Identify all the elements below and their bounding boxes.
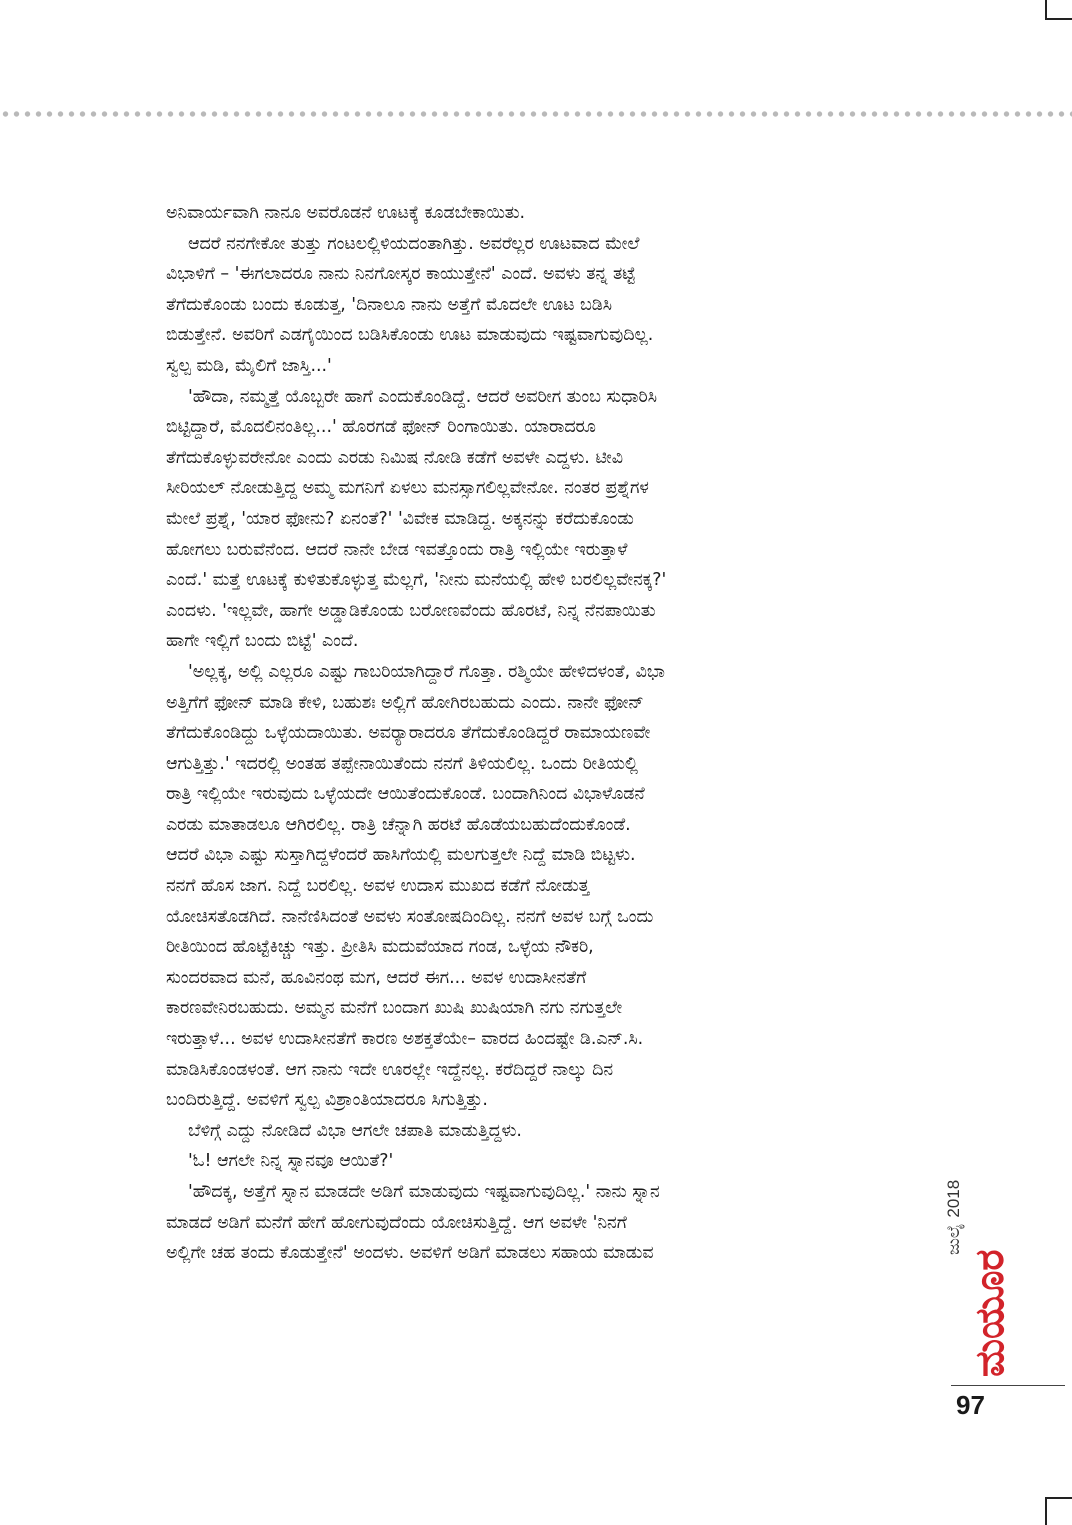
- article-paragraph: ಅನಿವಾರ್ಯವಾಗಿ ನಾನೂ ಅವರೊಡನೆ ಊಟಕ್ಕೆ ಕೂಡಬೇಕಾಯಿತು.: [166, 203, 526, 223]
- crop-mark-top: [1045, 0, 1072, 20]
- header-dotted-rule: [0, 110, 1072, 118]
- magazine-logo: ಮಯೂರ: [967, 1249, 1013, 1377]
- article-paragraph: ಬೆಳಿಗ್ಗೆ ಎದ್ದು ನೋಡಿದೆ ವಿಭಾ ಆಗಲೇ ಚಪಾತಿ ಮಾಡುತ್ತಿದ್ದಳು.: [188, 1120, 522, 1141]
- page-number: 97: [956, 1390, 985, 1420]
- article-paragraph: 'ಅಲ್ಲಕ್ಕ, ಅಲ್ಲಿ ಎಲ್ಲರೂ ಎಷ್ಟು ಗಾಬರಿಯಾಗಿದ್ದಾರೆ ಗೊತ್ತಾ. ರಶ್ಮಿಯೇ ಹೇಳಿದಳಂತೆ, ವಿಭಾ ಅತ್ತಿಗೆಗೆ ಫೋನ್ ಮಾಡಿ ಕೇಳಿ, ಬಹುಶಃ ಅಲ್ಲಿಗೆ ಹೋಗಿರಬಹುದು ಎಂದು. ನಾನೇ ಫೋನ್ ತೆಗೆದುಕೊಂಡಿದ್ದು ಒಳ್ಳೆಯದಾಯಿತು. ಅವರ್‍ಯಾರಾದರೂ ತೆಗೆದುಕೊಂಡಿದ್ದರೆ ರಾಮಾಯಣವೇ ಆಗುತ್ತಿತ್ತು.' ಇದರಲ್ಲಿ ಅಂತಹ ತಪ್ಪೇನಾಯಿತೆಂದು ನನಗೆ ತಿಳಿಯಲಿಲ್ಲ. ಒಂದು ರೀತಿಯಲ್ಲಿ ರಾತ್ರಿ ಇಲ್ಲಿಯೇ ಇರುವುದು ಒಳ್ಳೆಯದೇ ಆಯಿತೆಂದುಕೊಂಡೆ. ಬಂದಾಗಿನಿಂದ ವಿಭಾಳೊಡನೆ ಎರಡು ಮಾತಾಡಲೂ ಆಗಿರಲಿಲ್ಲ. ರಾತ್ರಿ ಚೆನ್ನಾಗಿ ಹರಟೆ ಹೊಡೆಯಬಹುದೆಂದುಕೊಂಡೆ. ಆದರೆ ವಿಭಾ ಎಷ್ಟು ಸುಸ್ತಾಗಿದ್ದಳೆಂದರೆ ಹಾಸಿಗೆಯಲ್ಲಿ ಮಲಗುತ್ತಲೇ ನಿದ್ದೆ ಮಾಡಿ ಬಿಟ್ಟಳು. ನನಗೆ ಹೊಸ ಜಾಗ. ನಿದ್ದೆ ಬರಲಿಲ್ಲ. ಅವಳ ಉದಾಸ ಮುಖದ ಕಡೆಗೆ ನೋಡುತ್ತ ಯೋಚಿಸತೊಡಗಿದೆ. ನಾನೆಣಿಸಿದಂತೆ ಅವಳು ಸಂತೋಷದಿಂದಿಲ್ಲ. ನನಗೆ ಅವಳ ಬಗ್ಗೆ ಒಂದು ರೀತಿಯಿಂದ ಹೊಟ್ಟೆಕಿಚ್ಚು ಇತ್ತು. ಪ್ರೀತಿಸಿ ಮದುವೆಯಾದ ಗಂಡ, ಒಳ್ಳೆಯ ನೌಕರಿ, ಸುಂದರವಾದ ಮನೆ, ಹೂವಿನಂಥ ಮಗ, ಆದರೆ ಈಗ... ಅವಳ ಉದಾಸೀನತೆಗೆ ಕಾರಣವೇನಿರಬಹುದು. ಅಮ್ಮನ ಮನೆಗೆ ಬಂದಾಗ ಖುಷಿ ಖುಷಿಯಾಗಿ ನಗು ನಗುತ್ತಲೇ ಇರುತ್ತಾಳೆ... ಅವಳ ಉದಾಸೀನತೆಗೆ ಕಾರಣ ಅಶಕ್ತತೆಯೇ– ವಾರದ ಹಿಂದಷ್ಟೇ ಡಿ.ಎನ್.ಸಿ. ಮಾಡಿಸಿಕೊಂಡಳಂತೆ. ಆಗ ನಾನು ಇದೇ ಊರಲ್ಲೇ ಇದ್ದೆನಲ್ಲ. ಕರೆದಿದ್ದರೆ ನಾಲ್ಕು ದಿನ ಬಂದಿರುತ್ತಿದ್ದೆ. ಅವಳಿಗೆ ಸ್ವಲ್ಪ ವಿಶ್ರಾಂತಿಯಾದರೂ ಸಿಗುತ್ತಿತ್ತು.: [166, 661, 665, 1111]
- issue-date: [942, 1180, 966, 1255]
- folio-rule: [951, 1385, 1065, 1386]
- issue-year: 2018: [944, 1179, 963, 1218]
- article-body: [166, 198, 914, 1269]
- issue-month: ಜುಲೈ: [944, 1223, 964, 1255]
- article-paragraph: 'ಹೌದಕ್ಕ, ಅತ್ತೆಗೆ ಸ್ನಾನ ಮಾಡದೇ ಅಡಿಗೆ ಮಾಡುವುದು ಇಷ್ಟವಾಗುವುದಿಲ್ಲ.' ನಾನು ಸ್ನಾನ ಮಾಡದೆ ಅಡಿಗೆ ಮನೆಗೆ ಹೇಗೆ ಹೋಗುವುದೆಂದು ಯೋಚಿಸುತ್ತಿದ್ದೆ. ಆಗ ಅವಳೇ 'ನಿನಗೆ ಅಲ್ಲಿಗೇ ಚಹ ತಂದು ಕೊಡುತ್ತೇನೆ' ಅಂದಳು. ಅವಳಿಗೆ ಅಡಿಗೆ ಮಾಡಲು ಸಹಾಯ ಮಾಡುವ: [166, 1182, 660, 1264]
- crop-mark-bottom: [1045, 1497, 1072, 1525]
- article-paragraph: ಆದರೆ ನನಗೇಕೋ ತುತ್ತು ಗಂಟಲಲ್ಲಿಳಿಯದಂತಾಗಿತ್ತು. ಅವರೆಲ್ಲರ ಊಟವಾದ ಮೇಲೆ ವಿಭಾಳಿಗೆ – 'ಈಗಲಾದರೂ ನಾನು ನಿನಗೋಸ್ಕರ ಕಾಯುತ್ತೇನೆ' ಎಂದೆ. ಅವಳು ತನ್ನ ತಟ್ಟೆ ತೆಗೆದುಕೊಂಡು ಬಂದು ಕೂಡುತ್ತ, 'ದಿನಾಲೂ ನಾನು ಅತ್ತೆಗೆ ಮೊದಲೇ ಊಟ ಬಡಿಸಿ ಬಿಡುತ್ತೇನೆ. ಅವರಿಗೆ ಎಡಗೈಯಿಂದ ಬಡಿಸಿಕೊಂಡು ಊಟ ಮಾಡುವುದು ಇಷ್ಟವಾಗುವುದಿಲ್ಲ. ಸ್ವಲ್ಪ ಮಡಿ, ಮೈಲಿಗೆ ಜಾಸ್ತಿ...': [166, 233, 654, 376]
- magazine-sidebar: [928, 1115, 1013, 1385]
- article-paragraph: 'ಓ! ಆಗಲೇ ನಿನ್ನ ಸ್ನಾನವೂ ಆಯಿತೆ?': [188, 1151, 394, 1172]
- article-paragraph: 'ಹೌದಾ, ನಮ್ಮತ್ತೆ ಯೊಬ್ಬರೇ ಹಾಗೆ ಎಂದುಕೊಂಡಿದ್ದೆ. ಆದರೆ ಅವರೀಗ ತುಂಬ ಸುಧಾರಿಸಿ ಬಿಟ್ಟಿದ್ದಾರೆ, ಮೊದಲಿನಂತಿಲ್ಲ...' ಹೊರಗಡೆ ಫೋನ್ ರಿಂಗಾಯಿತು. ಯಾರಾದರೂ ತೆಗೆದುಕೊಳ್ಳುವರೇನೋ ಎಂದು ಎರಡು ನಿಮಿಷ ನೋಡಿ ಕಡೆಗೆ ಅವಳೇ ಎದ್ದಳು. ಟೀವಿ ಸೀರಿಯಲ್ ನೋಡುತ್ತಿದ್ದ ಅಮ್ಮ ಮಗನಿಗೆ ಏಳಲು ಮನಸ್ಸಾಗಲಿಲ್ಲವೇನೋ. ನಂತರ ಪ್ರಶ್ನೆಗಳ ಮೇಲೆ ಪ್ರಶ್ನೆ, 'ಯಾರ ಫೋನು? ಏನಂತೆ?' 'ವಿವೇಕ ಮಾಡಿದ್ದ. ಅಕ್ಕನನ್ನು ಕರೆದುಕೊಂಡು ಹೋಗಲು ಬರುವೆನೆಂದ. ಆದರೆ ನಾನೇ ಬೇಡ ಇವತ್ತೊಂದು ರಾತ್ರಿ ಇಲ್ಲಿಯೇ ಇರುತ್ತಾಳೆ ಎಂದೆ.' ಮತ್ತೆ ಊಟಕ್ಕೆ ಕುಳಿತುಕೊಳ್ಳುತ್ತ ಮೆಲ್ಲಗೆ, 'ನೀನು ಮನೆಯಲ್ಲಿ ಹೇಳಿ ಬರಲಿಲ್ಲವೇನಕ್ಕ?' ಎಂದಳು. 'ಇಲ್ಲವೇ, ಹಾಗೇ ಅಡ್ಡಾಡಿಕೊಂಡು ಬರೋಣವೆಂದು ಹೊರಟೆ, ನಿನ್ನ ನೆನಪಾಯಿತು ಹಾಗೇ ಇಲ್ಲಿಗೆ ಬಂದು ಬಿಟ್ಟೆ' ಎಂದೆ.: [166, 386, 667, 652]
